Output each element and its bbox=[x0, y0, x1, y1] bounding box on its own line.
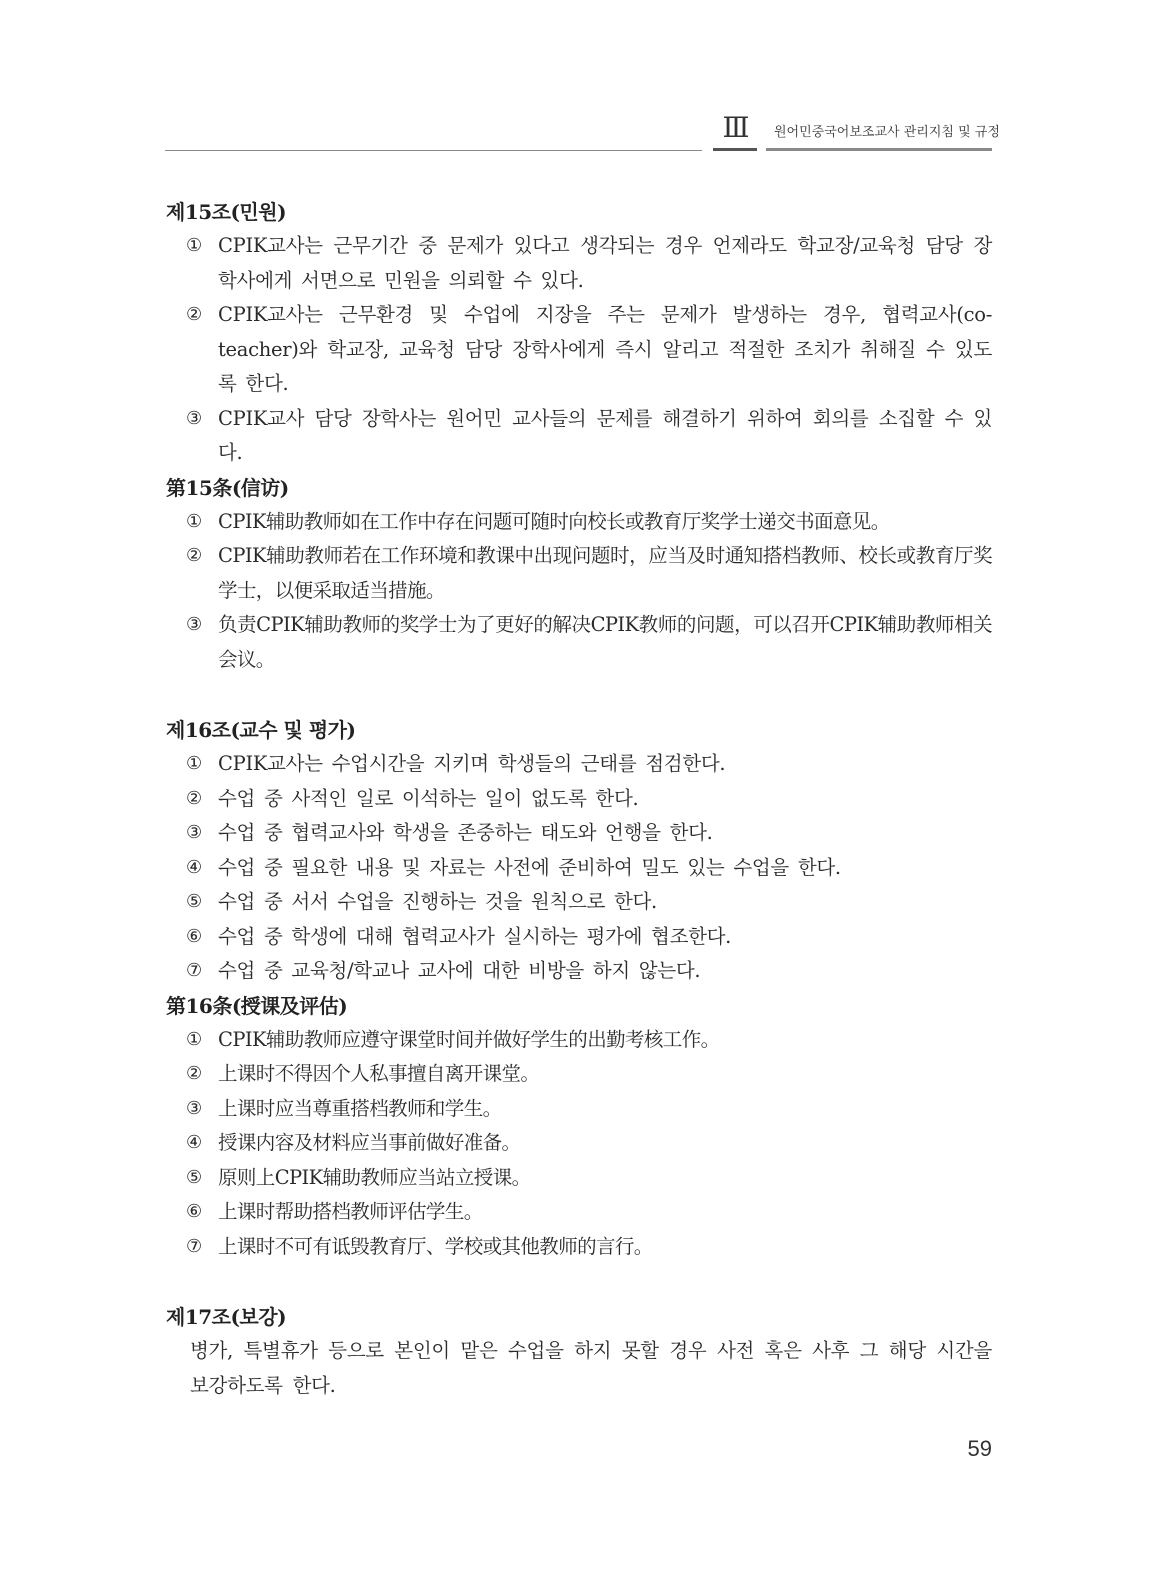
chapter-number-underline bbox=[713, 148, 757, 151]
list-item bbox=[166, 782, 992, 817]
list-item bbox=[166, 816, 992, 851]
article-15 bbox=[166, 195, 992, 677]
list-item bbox=[166, 851, 992, 886]
item-text: CPIK辅助教师应遵守课堂时间并做好学生的出勤考核工作。 bbox=[218, 1027, 720, 1051]
item-text: 上课时应当尊重搭档教师和学生。 bbox=[218, 1096, 502, 1120]
item-text: 上课时帮助搭档教师评估学生。 bbox=[218, 1200, 483, 1223]
list-item bbox=[166, 1057, 992, 1092]
item-text: 授课内容及材料应当事前做好准备。 bbox=[218, 1131, 521, 1154]
list-item bbox=[166, 1230, 992, 1265]
list-item bbox=[166, 539, 992, 608]
item-text: 수업 중 협력교사와 학생을 존중하는 태도와 언행을 한다. bbox=[218, 821, 713, 844]
item-number: ③ bbox=[186, 822, 202, 843]
list-item bbox=[166, 229, 992, 298]
header-rule-right bbox=[766, 148, 992, 151]
item-number: ③ bbox=[186, 407, 202, 429]
item-text: CPIK교사는 근무환경 및 수업에 지장을 주는 문제가 발생하는 경우, 협력교사(co-teacher)와 학교장, 교육청 담당 장학사에게 즉시 알리고 적절한 조치가 취해질 수 있도록 한다. bbox=[218, 303, 992, 395]
item-number: ④ bbox=[186, 856, 202, 878]
article-16-list-zh bbox=[166, 1023, 992, 1265]
list-item bbox=[166, 402, 992, 471]
item-number: ① bbox=[186, 235, 202, 256]
item-number: ⑤ bbox=[186, 891, 202, 912]
article-17-paragraph: 병가, 특별휴가 등으로 본인이 맡은 수업을 하지 못할 경우 사전 혹은 사후 그 해당 시간을 보강하도록 한다. bbox=[190, 1339, 992, 1397]
item-text: 수업 중 사적인 일로 이석하는 일이 없도록 한다. bbox=[218, 786, 639, 810]
item-text: 수업 중 서서 수업을 진행하는 것을 원칙으로 한다. bbox=[218, 890, 657, 913]
item-number: ① bbox=[186, 753, 202, 774]
article-15-list-zh bbox=[166, 505, 992, 678]
article-16-list-ko bbox=[166, 747, 992, 989]
list-item bbox=[166, 1023, 992, 1058]
item-number: ⑤ bbox=[186, 1166, 202, 1188]
page-number: 59 bbox=[967, 1436, 992, 1461]
item-number: ③ bbox=[186, 614, 202, 635]
item-text: 수업 중 교육청/학교나 교사에 대한 비방을 하지 않는다. bbox=[218, 959, 701, 982]
item-number: ② bbox=[186, 787, 202, 809]
chapter-number: Ⅲ bbox=[722, 111, 748, 144]
item-number: ② bbox=[186, 1063, 202, 1084]
list-item bbox=[166, 505, 992, 540]
page-body bbox=[166, 195, 992, 1403]
item-text: 수업 중 학생에 대해 협력교사가 실시하는 평가에 협조한다. bbox=[218, 924, 732, 948]
item-text: CPIK교사 담당 장학사는 원어민 교사들의 문제를 해결하기 위하여 회의를 소집할 수 있다. bbox=[218, 406, 992, 464]
article-16-heading-ko: 제16조(교수 및 평가) bbox=[166, 718, 356, 742]
list-item bbox=[166, 608, 992, 677]
item-number: ① bbox=[186, 1028, 202, 1050]
item-text: 负责CPIK辅助教师的奖学士为了更好的解决CPIK教师的问题，可以召开CPIK辅助教师相关会议。 bbox=[218, 613, 992, 671]
header-rule-left bbox=[165, 150, 702, 151]
item-number: ⑥ bbox=[186, 1201, 202, 1222]
item-text: CPIK교사는 근무기간 중 문제가 있다고 생각되는 경우 언제라도 학교장/교육청 담당 장학사에게 서면으로 민원을 의뢰할 수 있다. bbox=[218, 234, 992, 292]
item-text: CPIK교사는 수업시간을 지키며 학생들의 근태를 점검한다. bbox=[218, 752, 726, 775]
item-text: CPIK辅助教师若在工作环境和教课中出现问题时，应当及时通知搭档教师、校长或教育厅奖学士，以便采取适当措施。 bbox=[218, 544, 992, 602]
article-16 bbox=[166, 713, 992, 1264]
item-text: 原则上CPIK辅助教师应当站立授课。 bbox=[218, 1165, 531, 1189]
item-number: ⑦ bbox=[186, 1235, 202, 1257]
item-number: ④ bbox=[186, 1132, 202, 1153]
article-15-list-ko bbox=[166, 229, 992, 471]
article-15-heading-ko: 제15조(민원) bbox=[166, 200, 287, 224]
list-item bbox=[166, 1161, 992, 1196]
list-item bbox=[166, 954, 992, 989]
list-item bbox=[166, 298, 992, 402]
item-number: ③ bbox=[186, 1097, 202, 1119]
list-item bbox=[166, 920, 992, 955]
item-number: ① bbox=[186, 510, 202, 532]
item-number: ⑥ bbox=[186, 925, 202, 947]
list-item bbox=[166, 1195, 992, 1230]
chapter-title: 원어민중국어보조교사 관리지침 및 규정 bbox=[774, 125, 1000, 140]
list-item bbox=[166, 1092, 992, 1127]
item-number: ② bbox=[186, 304, 202, 325]
item-number: ⑦ bbox=[186, 960, 202, 981]
list-item bbox=[166, 885, 992, 920]
item-text: 上课时不可有诋毁教育厅、学校或其他教师的言行。 bbox=[218, 1234, 653, 1258]
article-17 bbox=[166, 1300, 992, 1403]
item-number: ② bbox=[186, 545, 202, 566]
list-item bbox=[166, 1126, 992, 1161]
item-text: 上课时不得因个人私事擅自离开课堂。 bbox=[218, 1062, 540, 1085]
item-text: 수업 중 필요한 내용 및 자료는 사전에 준비하여 밀도 있는 수업을 한다. bbox=[218, 855, 841, 879]
article-15-heading-zh: 第15条(信访) bbox=[166, 475, 289, 500]
article-17-heading-ko: 제17조(보강) bbox=[166, 1305, 287, 1329]
list-item bbox=[166, 747, 992, 782]
item-text: CPIK辅助教师如在工作中存在问题可随时向校长或教育厅奖学士递交书面意见。 bbox=[218, 509, 890, 533]
article-16-heading-zh: 第16条(授课及评估) bbox=[166, 993, 348, 1018]
